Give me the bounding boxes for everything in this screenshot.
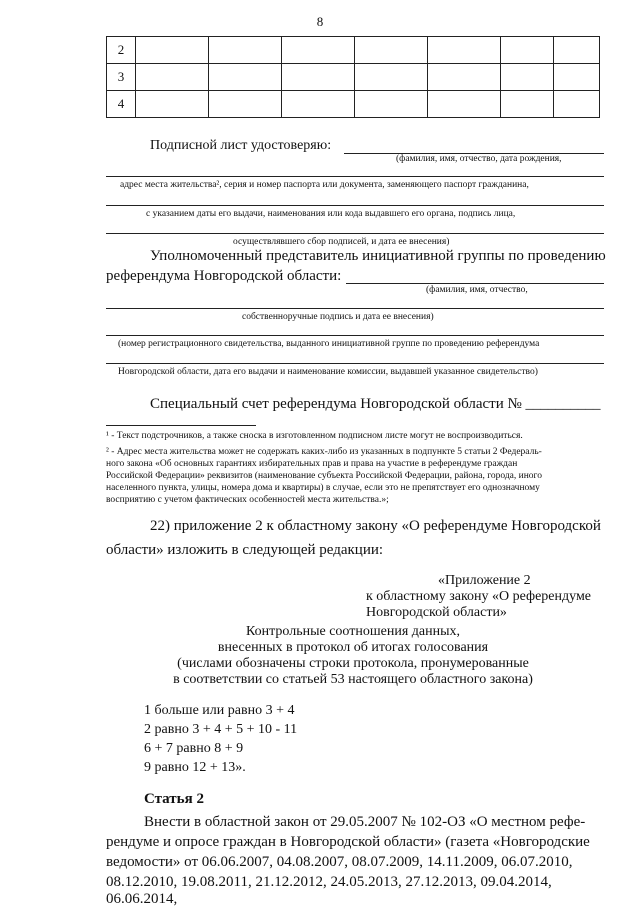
control-title-line: (числами обозначены строки протокола, пронумерованные	[177, 656, 529, 671]
representative-caption-1: (фамилия, имя, отчество,	[426, 285, 528, 295]
certify-caption-2: адрес места жительства², серия и номер паспорта или документа, заменяющего паспорт гражданина,	[120, 180, 529, 190]
footnote-2-line: восприятию с учетом фактических особенностей места жительства.»;	[106, 495, 389, 505]
row-number: 4	[107, 91, 136, 118]
relation-item: 2 равно 3 + 4 + 5 + 10 - 11	[144, 722, 298, 737]
fill-line	[346, 283, 604, 284]
appendix-line-1: «Приложение 2	[438, 573, 531, 588]
row-number: 2	[107, 37, 136, 64]
fill-line	[106, 363, 604, 364]
fill-line	[106, 176, 604, 177]
page-number: 8	[316, 14, 324, 29]
relation-item: 6 + 7 равно 8 + 9	[144, 741, 244, 756]
footnote-1: ¹ - Текст подстрочников, а также сноска в изготовленном подписном листе могут не воспроизводиться.	[106, 431, 523, 441]
certify-caption-3: с указанием даты его выдачи, наименования или кода выдавшего его органа, подпись лица,	[146, 209, 516, 219]
item22-line-1: 22) приложение 2 к областному закону «О референдуме Новгородской	[150, 518, 601, 534]
table-row	[107, 64, 600, 91]
item22-line-2: области» изложить в следующей редакции:	[106, 542, 384, 558]
table-row	[107, 37, 600, 64]
certify-caption-1: (фамилия, имя, отчество, дата рождения,	[396, 154, 562, 164]
relation-item: 9 равно 12 + 13».	[144, 760, 246, 775]
certify-caption-4: осуществлявшего сбор подписей, и дата ее внесения)	[233, 237, 450, 247]
special-account: Специальный счет референдума Новгородской области № __________	[150, 396, 601, 412]
footnote-2-line: Российской Федерации» реквизитов (наименование субъекта Российской Федерации, района, города, иного	[106, 471, 542, 481]
representative-line-1: Уполномоченный представитель инициативной группы по проведению	[150, 248, 606, 264]
article-title: Статья 2	[144, 791, 204, 807]
footnote-2-line: ного закона «Об основных гарантиях избирательных прав и права на участие в референдуме граждан	[106, 459, 518, 469]
article-line: рендуме и опросе граждан в Новгородской области» (газета «Новгородские	[106, 834, 590, 850]
relation-item: 1 больше или равно 3 + 4	[144, 703, 295, 718]
fill-line	[106, 308, 604, 309]
representative-line-2: референдума Новгородской области:	[106, 268, 342, 284]
representative-caption-4: Новгородской области, дата его выдачи и наименование комиссии, выдавшей указанное свидетельство)	[118, 367, 538, 377]
fill-line	[106, 205, 604, 206]
appendix-line-2: к областному закону «О референдуме	[366, 589, 592, 604]
article-line: ведомости» от 06.06.2007, 04.08.2007, 08.07.2009, 14.11.2009, 06.07.2010,	[106, 854, 573, 870]
article-line: 08.12.2010, 19.08.2011, 21.12.2012, 24.05.2013, 27.12.2013, 09.04.2014, 06.06.2014,	[106, 874, 552, 907]
row-number: 3	[107, 64, 136, 91]
fill-line	[106, 335, 604, 336]
certify-label: Подписной лист удостоверяю:	[150, 138, 332, 153]
footnote-separator	[106, 425, 256, 426]
fill-line	[106, 233, 604, 234]
table-row	[107, 91, 600, 118]
appendix-line-3: Новгородской области»	[366, 605, 507, 620]
footnote-2-line: ² - Адрес места жительства может не содержать каких-либо из указанных в подпункте 5 статьи 2 Федераль-	[106, 447, 542, 457]
representative-caption-2: собственноручные подпись и дата ее внесения)	[242, 312, 434, 322]
control-title-line: Контрольные соотношения данных,	[245, 624, 460, 639]
control-title-line: внесенных в протокол об итогах голосования	[217, 640, 489, 655]
signature-table	[106, 36, 600, 118]
control-title-line: в соответствии со статьей 53 настоящего областного закона)	[173, 672, 533, 687]
representative-caption-3: (номер регистрационного свидетельства, выданного инициативной группе по проведению референдума	[118, 339, 540, 349]
footnote-2	[106, 446, 606, 506]
footnote-2-line: населенного пункта, улицы, номера дома и квартиры) в случае, если это не препятствует его однозначному	[106, 483, 540, 493]
article-line: Внести в областной закон от 29.05.2007 № 102-ОЗ «О местном рефе-	[144, 814, 586, 830]
